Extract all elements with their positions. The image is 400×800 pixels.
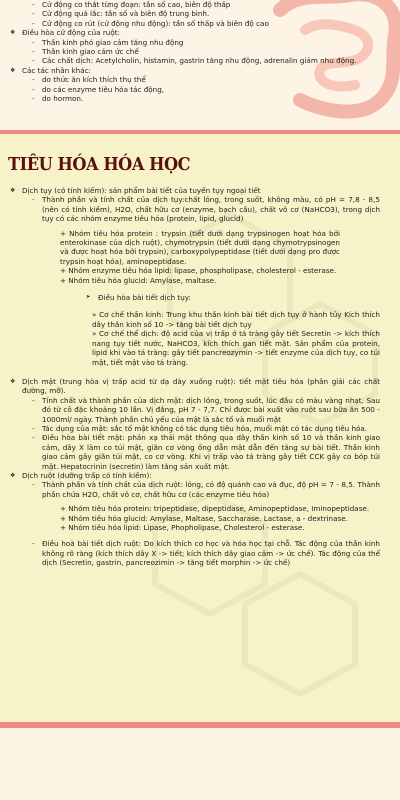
paragraph: - Điều hoà bài tiết dịch ruột: Do kích thích cơ học và hóa học tại chỗ. Tác động của thần kinh không rõ ràng (kích thích dây X -> tiết; kích thích dây giao cảm -> ức chế). Tác động của thể dịch (Secretin, gastrin, pancreozimin -> tăng tiết morphin -> ức chế) <box>32 539 380 568</box>
paragraph: » Cơ chế thần kinh: Trung khu thần kinh bài tiết dịch tụy ở hành tủy Kích thích dây thần kinh số 10 -> tăng bài tiết dịch tụy <box>92 310 380 329</box>
paragraph: - Thành phần và tính chất của dịch tụy:chất lỏng, trong suốt, không màu, có pH = 7,8 - 8,5 (nên có tính kiềm), H2O, chất hữu cơ (enzyme, bạch cầu), chất vô cơ (NaHCO3), trong dịch tụy có các nhóm enzyme tiêu hóa (protein, lipid, glucid) <box>32 195 380 224</box>
paragraph: + Nhóm tiêu hóa lipid: Lipase, Phopholipase, Cholesterol - esterase. <box>60 523 305 532</box>
line: - Cử động co thắt từng đoạn: tần số cao, biên độ thấp <box>32 0 231 9</box>
line: - do các enzyme tiêu hóa tác động, <box>32 84 165 94</box>
bile-heading: ❖ Dịch mật (trung hòa vị trấp acid từ dạ dày xuống ruột): tiết mật tiêu hóa (phân giải các chất đường, mỡ). <box>10 376 380 396</box>
regulation-heading: ➤ Điều hòa bài tiết dịch tụy: <box>86 293 191 303</box>
paragraph: + Nhóm tiêu hóa glucid: Amylase, maltase. <box>60 275 217 285</box>
line: - do hormon. <box>32 94 84 104</box>
paragraph: - Điều hòa bài tiết mật: phản xạ thải mật thông qua dây thần kinh số 10 và thần kinh giao cảm, dây X làm co túi mật, giãn cơ vòng ống dẫn mật dẫn đến tăng sự bài tiết. Thần kinh giao cảm gây giãn túi mật, co cơ vòng. Khi vị trấp vào tá tràng gây tiết CCK gây co bóp túi mật. Hepatocrinin (secretin) làm tăng sản xuất mật. <box>32 433 380 471</box>
pancreatic-juice-heading: ❖ Dịch tụy (có tính kiềm): sản phẩm bài tiết của tuyến tụy ngoại tiết <box>10 186 261 195</box>
line: - Thần kinh phó giao cảm tăng nhu động <box>32 37 184 47</box>
bottom-blank-area <box>0 728 400 800</box>
paragraph: + Nhóm tiêu hóa glucid: Amylase, Maltase, Saccharase. Lactase, a - dextrinase. <box>60 513 348 523</box>
chemical-digestion-section <box>0 134 400 728</box>
bullet-line: ❖ Điều hòa cử động của ruột: <box>10 28 120 38</box>
bullet-line: ❖ Các tác nhân khác: <box>10 65 91 75</box>
content-block <box>0 186 400 568</box>
line: - do thức ăn kích thích thụ thể <box>32 75 146 85</box>
line: - Cử động co rút (cử động nhu động): tần số thấp và biên độ cao <box>32 18 269 28</box>
line: - Cử động quả lắc: tần số và biên độ trung bình. <box>32 9 210 19</box>
paragraph: - Tác dụng của mật: sắc tố mật không có tác dụng tiêu hóa, muối mật có tác dụng tiêu hóa. <box>32 423 368 433</box>
paragraph: + Nhóm tiêu hóa protein: tripeptidase, dipeptidase, Aminopeptidase, Iminopeptidase. <box>60 504 370 514</box>
intestinal-juice-heading: ❖ Dịch ruột (dưỡng trấp có tính kiềm): <box>10 470 152 480</box>
paragraph: + Nhóm enzyme tiêu hóa lipid: lipase, phospholipase, cholesterol - esterase. <box>60 266 337 276</box>
motility-text-block <box>0 0 400 103</box>
paragraph: » Cơ chế thể dịch: độ acid của vị trấp ở tá tràng gây tiết Secretin -> kích thích nang tụy tiết nước, NaHCO3, kích thích gan tiết mật. Sản phẩm của protein, lipid khi vào tá tràng: gây tiết pancreozymin -> tiết enzyme của dịch tụy, co túi mật, tiết mật vào tá tràng. <box>92 329 380 367</box>
paragraph: - Tính chất và thành phần của dịch mật: dịch lỏng, trong suốt, lúc đầu có màu vàng nhạt. Sau đó từ cô đặc khoảng 10 lần. Vị đắng, pH 7 - 7,7. Chỉ được bài xuất vào ruột sau bữa ăn 500 - 1000ml/ ngày. Thành phần chủ yếu của mật là sắc tố và muối mật <box>32 395 380 424</box>
line: - Các chất dịch: Acetylcholin, histamin, gastrin tăng nhu động, adrenalin giảm nhu động. <box>32 56 357 66</box>
page-title: TIÊU HÓA HÓA HỌC <box>8 154 191 175</box>
paragraph: + Nhóm tiêu hóa protein : trypsin (tiết dưới dạng trypsinogen hoạt hóa bởi enterokinase của dịch ruột), chymotrypsin (tiết dưới dạng chymotrypsinogen và được hoạt hóa bởi trypsin), carboxypolypeptidase (tiết dưới dạng pro được trypsin hoạt hóa), aminopeptidase. <box>60 228 340 266</box>
top-section <box>0 0 400 130</box>
line: - Thần kinh giao cảm ức chế <box>32 47 139 57</box>
paragraph: - Thành phần và tính chất của dịch ruột: lỏng, có độ quánh cao và đục, độ pH = 7 - 8,5. Thành phần chứa H2O, chất vô cơ, chất hữu cơ (các enzyme tiêu hóa) <box>32 480 380 499</box>
